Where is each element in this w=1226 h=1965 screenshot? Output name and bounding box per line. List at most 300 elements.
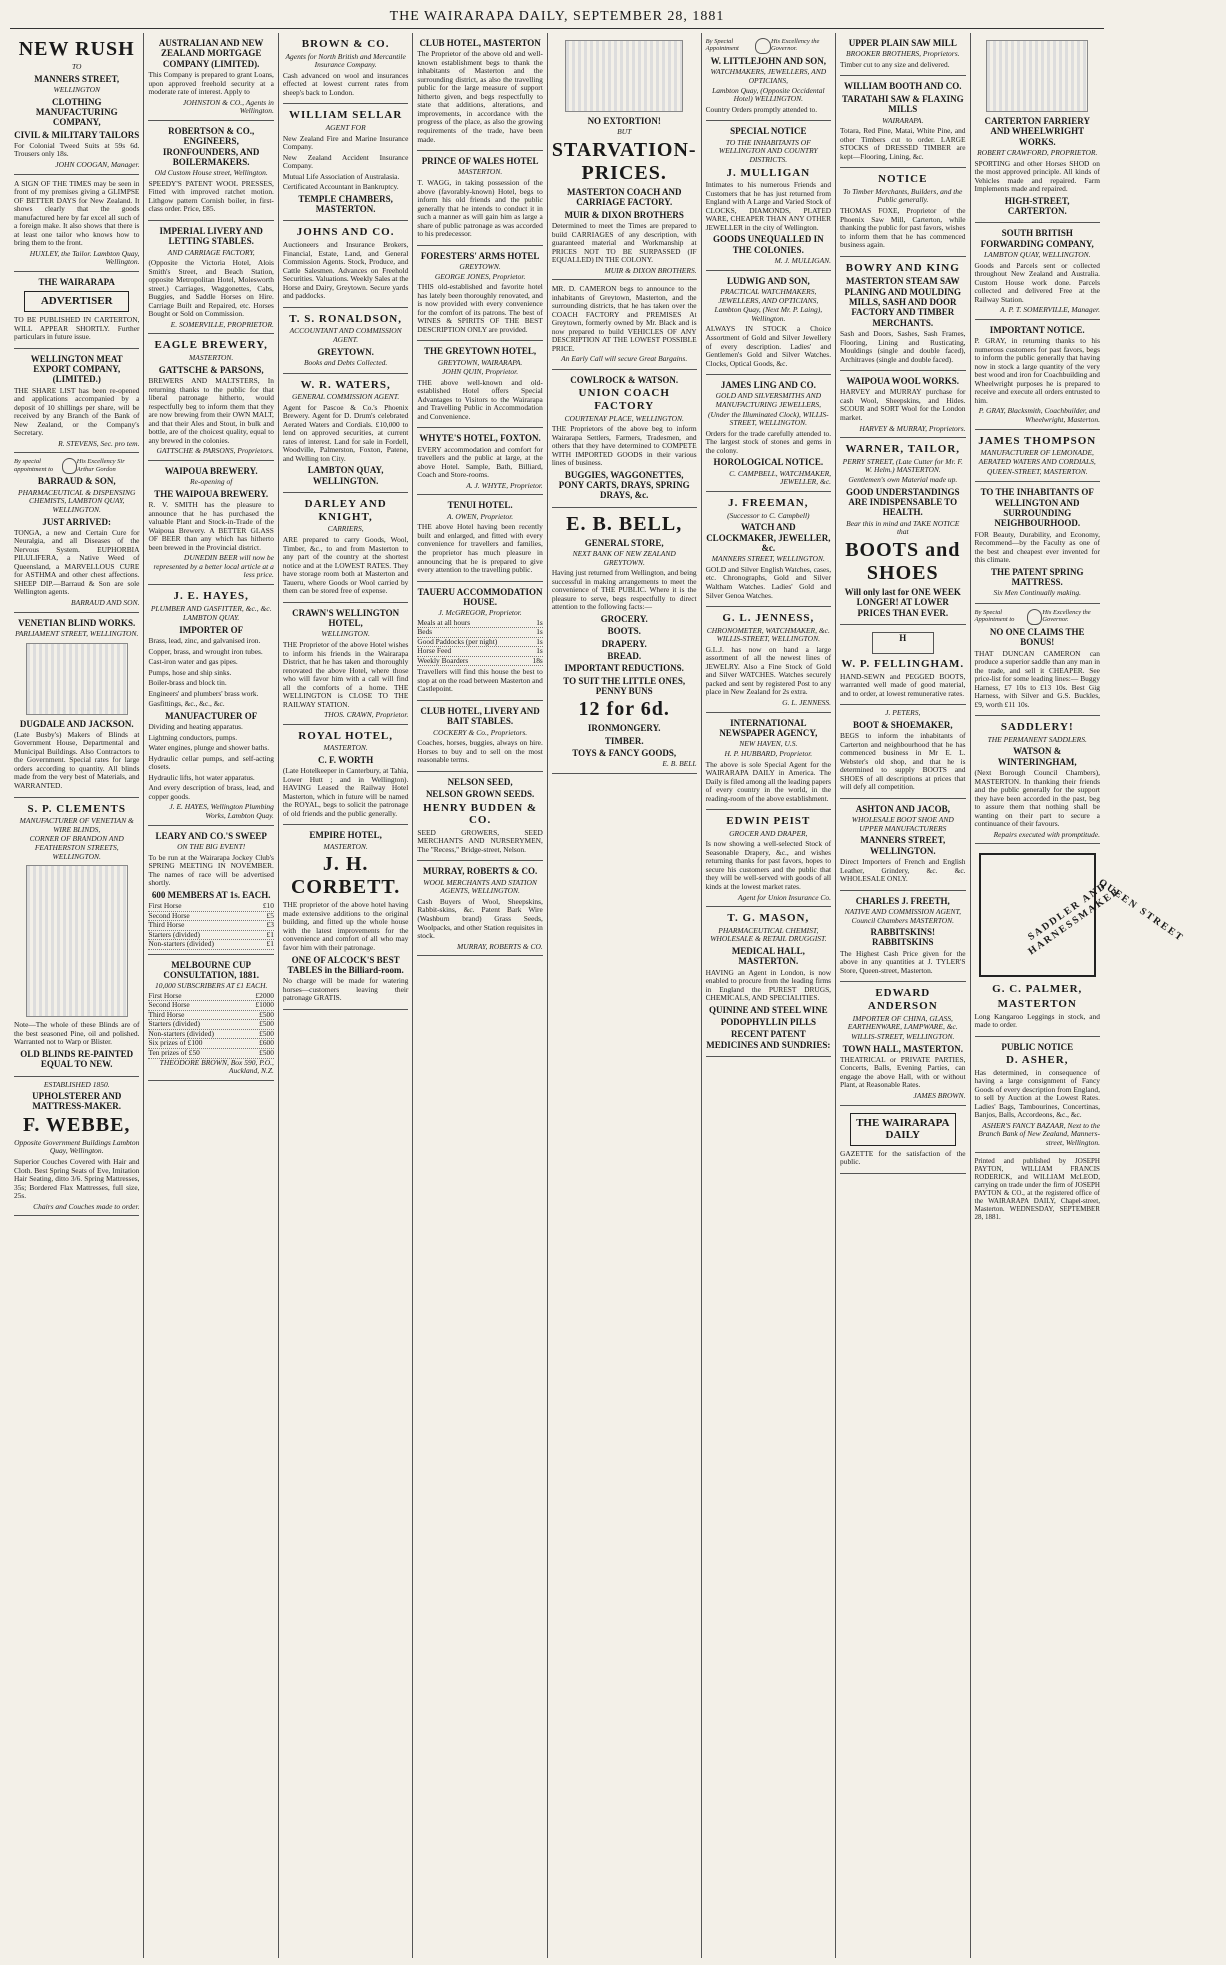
ad-sub: JUST ARRIVED:: [42, 516, 112, 527]
rate-row: Horse Feed 1s: [417, 646, 543, 656]
ad-clements: [14, 798, 139, 1077]
ad-body: Direct Importers of French and English Leather, Grindery, &c. &c. WHOLESALE ONLY.: [840, 857, 966, 884]
royal-arms: [706, 38, 831, 54]
ad-heading: DARLEY AND KNIGHT,: [304, 498, 387, 523]
ad-heading: COWLROCK & WATSON.: [570, 374, 679, 385]
column-2: [144, 33, 278, 1958]
ad-name: GEORGE JONES, Proprietor.: [434, 271, 526, 281]
ad-duncan-cameron: [975, 604, 1100, 716]
ad-signature: JOHNSTON & CO., Agents in Wellington.: [182, 97, 274, 116]
ad-prince-of-wales: [417, 151, 542, 246]
list-item: Pumps, hose and ship sinks.: [148, 667, 232, 677]
ad-street: MANNERS STREET,: [34, 73, 120, 84]
ad-body: TO BE PUBLISHED IN CARTERTON, WILL APPEAR SHORTLY. Further particulars in future issue.: [14, 314, 140, 342]
ad-body: Auctioneers and Insurance Brokers, Financial, Estate, Land, and General Commission Agents. Stock, Produce, and Cattle Salesmen. Advances on Freehold Securities. Valuations. Weekly Sales at the Horse and Dairy, Greytown. Secure yards and paddocks.: [282, 240, 409, 301]
ad-heading: JAMES THOMPSON: [978, 434, 1097, 447]
ad-wairarapa-daily: [840, 1106, 965, 1174]
ad-sub: GENERAL STORE,: [584, 537, 664, 548]
ad-south-british: [975, 223, 1100, 320]
ad-signature: THEODORE BROWN, Box 590, P.O., Auckland, N.Z.: [159, 1057, 274, 1076]
ad-line: ONE OF ALCOCK'S BEST TABLES in the Billiard-room.: [287, 954, 404, 975]
ad-sub: GENERAL COMMISSION AGENT.: [291, 392, 400, 402]
ad-name: C. F. WORTH: [318, 755, 374, 765]
ad-eagle-brewery: [148, 334, 273, 460]
ad-leary-sweep: [148, 826, 273, 955]
ad-sub: GOLD AND SILVERSMITHS AND MANUFACTURING JEWELLERS,: [715, 391, 822, 410]
ad-line: THE PATENT SPRING MATTRESS.: [990, 566, 1084, 587]
ad-imperial-livery: [148, 221, 273, 335]
ad-sub: NELSON GROWN SEEDS.: [425, 789, 535, 800]
ad-heading: WARNER, TAILOR,: [845, 443, 961, 456]
ad-murray-roberts: [417, 861, 542, 956]
column-5: [548, 33, 702, 1958]
masthead: [10, 6, 1104, 29]
ad-body: (Next Borough Council Chambers), MASTERTON. In thanking their friends and the public generally for the support they have been accorded in the past, beg to assure them that nothing shall be wanting on their part to secure a continuance of their favours.: [974, 768, 1100, 829]
ad-body: Coaches, horses, buggies, always on hire. Horses to buy and to sell on the most reasonable terms.: [417, 738, 543, 765]
prize-row: Non-starters (divided) £500: [148, 1028, 274, 1038]
column-6: [702, 33, 836, 1958]
prize-row: Third Horse £500: [148, 1009, 274, 1019]
ad-heading: TENUI HOTEL.: [447, 500, 513, 511]
ad-heading: BARRAUD & SON,: [37, 476, 116, 487]
ad-waipoua-wool: [840, 371, 965, 438]
ad-sub: THE PERMANENT SADDLERS.: [987, 734, 1087, 744]
ad-melbourne-cup: [148, 955, 273, 1081]
column-8: [971, 33, 1186, 1958]
appointment-right: His Excellency the Governor.: [770, 38, 820, 53]
ad-heading: J. E. HAYES,: [173, 590, 249, 603]
list-item: New Zealand Fire and Marine Insurance Company.: [282, 133, 409, 152]
ad-heading: W. LITTLEJOHN AND SON,: [710, 56, 827, 66]
ad-sub: GREYTOWN.: [459, 261, 501, 271]
ad-name: HENRY BUDDEN & CO.: [423, 801, 538, 827]
ad-heading: SADDLERY!: [1000, 721, 1074, 734]
ad-sub: GREYTOWN, WAIRARAPA.: [437, 357, 523, 367]
rate-row: Weekly Boarders 18s: [417, 655, 543, 665]
list-item: Boiler-brass and block tin.: [148, 678, 227, 688]
ad-body: Intimates to his numerous Friends and Customers that he has just returned from England with A Large and Varied Stock of CLOCKS, DIAMONDS, PLATED WARE, CHEAPER THAN ANY OTHER JEWELLER in the city of Wellington.: [705, 180, 832, 232]
ad-body: Is now showing a well-selected Stock of Seasonable Drapery, &c., and wishes returning thanks for past favors, hopes to secure his customers and the public that they will be well-served with goods of all kinds at the lowest market rates.: [705, 839, 832, 891]
royal-arms: [975, 609, 1100, 625]
ad-robertson: [148, 121, 273, 221]
ad-name: G. C. PALMER,: [992, 983, 1083, 996]
list-item: Hydraulic cellar pumps, and self-acting closets.: [148, 753, 274, 772]
ad-crawn-hotel: [283, 603, 408, 725]
ad-heading: SPECIAL NOTICE: [730, 126, 807, 137]
ad-heading: LEARY AND CO.'S SWEEP: [155, 830, 267, 841]
ad-heading: TAUERU ACCOMMODATION HOUSE.: [417, 586, 543, 607]
ad-palmer: [974, 844, 1186, 1036]
ad-place: Lambton Quay, (Next Mr. P. Laing), Wellington.: [714, 305, 823, 323]
ad-name: JOHN QUIN, Proprietor.: [442, 367, 519, 377]
ad-body: Agent for Pascoe & Co.'s Phoenix Brewery. Agent for D. Drum's celebrated Aerated Waters and Cordials. £10,000 to lend on approved securities, at current rates of interest. Land for sale in Fordell, Woodville, Palmerston, Foxton, Patene, and Welling ton City.: [282, 402, 409, 463]
ad-heading: EDWARD ANDERSON: [867, 987, 938, 1013]
list-item: Engineers' and plumbers' brass work.: [148, 688, 259, 698]
ad-body: THE above well-known and old-established Hotel offers Special Advantages to Visitors to the Wairarapa and Travelling Public in Accommodation and Convenience.: [417, 377, 543, 421]
ad-name: GATTSCHE & PARSONS,: [158, 364, 264, 375]
ad-heading: S. P. CLEMENTS: [27, 802, 126, 815]
crest-icon: [1027, 609, 1043, 625]
ad-signature: HUXLEY, the Tailor. Lambton Quay, Wellington.: [29, 248, 140, 267]
ad-body: Orders for the trade carefully attended to. The largest stock of stones and gems in the colony.: [705, 428, 832, 455]
prize-row: Second Horse £5: [148, 910, 274, 920]
ad-body: The above is sole Special Agent for the WAIRARAPA DAILY in America. The Daily is filed among all the leading papers of every country in the world, in the reading-room of the above establishment.: [705, 759, 832, 803]
ad-heading: T. S. RONALDSON,: [289, 312, 402, 325]
ad-place: WAIRARAPA.: [882, 115, 924, 125]
ad-signature: A. J. WHYTE, Proprietor.: [466, 480, 543, 490]
ad-asher: [975, 1037, 1100, 1153]
ad-heading: UPPER PLAIN SAW MILL: [848, 38, 957, 48]
list-item: New Zealand Accident Insurance Company.: [282, 152, 409, 171]
ad-line: BUGGIES, WAGGONETTES, PONY CARTS, DRAYS, SPRING DRAYS, &c.: [558, 469, 690, 501]
ad-waipoua-brewery: [148, 461, 273, 585]
section-heading: TO SUIT THE LITTLE ONES, PENNY BUNS: [563, 675, 686, 697]
ad-heading: CRAWN'S WELLINGTON HOTEL,: [292, 607, 400, 629]
ad-huxley: [14, 175, 139, 272]
ad-body: THE SHARE LIST has been re-opened and applications accompanied by a deposit of 10 shillings per share, will be received by any Branch of the Bank of New Zealand, or the Company's Secretary.: [14, 385, 140, 438]
ad-heading: CARTERTON FARRIERY AND WHEELWRIGHT WORKS.: [984, 116, 1090, 147]
ad-signature: J. E. HAYES, Wellington Plumbing Works, Lambton Quay.: [169, 802, 274, 821]
ad-signature: E. SOMERVILLE, PROPRIETOR.: [170, 319, 274, 329]
ad-heading: G. L. JENNESS,: [722, 612, 815, 625]
ad-sub: AND CARRIAGE FACTORY,: [167, 247, 255, 257]
ad-heading: NELSON SEED,: [447, 776, 513, 787]
column-4: [413, 33, 547, 1958]
ad-body: HAND-SEWN and PEGGED BOOTS, warranted well made of good material, and to order, at lowest remunerative rates.: [840, 671, 966, 698]
ad-heading: MURRAY, ROBERTS & CO.: [422, 866, 538, 877]
ad-sub: AGENT FOR: [325, 123, 366, 133]
ad-body: T. WAGG, in taking possession of the above (favorably-known) Hotel, begs to inform his old friends and the public generally that he intends to conduct it in such a manner as will gain him as large a share of public patronage as was accorded to his predecessor.: [417, 177, 543, 239]
ad-place: NEXT BANK OF NEW ZEALAND GREYTOWN.: [572, 549, 676, 567]
ad-name: F. WEBBE,: [23, 1113, 131, 1136]
ad-firm: DUGDALE AND JACKSON.: [19, 718, 134, 729]
section-heading: RECENT PATENT MEDICINES AND SUNDRIES:: [706, 1029, 831, 1050]
ad-heading: E. B. BELL,: [566, 512, 683, 535]
ad-body: THEATRICAL or PRIVATE PARTIES, Concerts, Balls, Evening Parties, can engage the above Hall, with or without Plant, at Reasonable Rates.: [840, 1054, 966, 1090]
ad-signature: DUNEDIN BEER will now be represented by a better local article at a less price.: [153, 553, 274, 580]
ad-sub: BUT: [617, 127, 632, 137]
ad-greytown-hotel: [417, 341, 542, 428]
section-heading: PODOPHYLLIN PILLS: [720, 1017, 816, 1028]
ad-heading: NOTICE: [878, 173, 928, 186]
ad-body: GOLD and Silver English Watches, cases, etc. Chronographs, Gold and Silver Waltham Watches. Ladies' Gold and Silver Genoa Watches.: [705, 564, 832, 600]
ad-signature: HARVEY & MURRAY, Proprietors.: [859, 423, 966, 433]
ad-name: MUIR & DIXON BROTHERS: [564, 209, 684, 220]
ad-body: BREWERS AND MALTSTERS, In returning thanks to the public for that liberal patronage hitherto, would respectfully beg to inform them that they are now brewing from their OWN MALT, and that their Ales and Stout, in bulk and bottle, are of the choicest quality, equal to any brewed in the colonies.: [148, 376, 274, 445]
ad-signature: JOHN COOGAN, Manager.: [55, 160, 140, 169]
column-7: [836, 33, 970, 1958]
ad-whytes-hotel: [417, 428, 542, 495]
ad-name: COCKERY & Co., Proprietors.: [432, 727, 528, 737]
ad-signature: GATTSCHE & PARSONS, Proprietors.: [156, 446, 274, 456]
ad-body: HAVING an Agent in London, is now enabled to procure from the leading firms in England the PUREST DRUGS, CHEMICALS, AND SPECIALITIES.: [705, 967, 832, 1003]
ad-line: 600 MEMBERS AT 1s. EACH.: [151, 889, 271, 900]
ad-heading: CLUB HOTEL, MASTERTON: [419, 38, 541, 48]
ad-sub: PRACTICAL WATCHMAKERS, JEWELLERS, AND OPTICIANS,: [718, 286, 819, 305]
ad-heading: JOHNS AND CO.: [296, 226, 395, 239]
ad-price: 12 for 6d.: [578, 698, 670, 721]
ad-signature: C. CAMPBELL, WATCHMAKER, JEWELLER, &c.: [729, 468, 832, 487]
ad-name: J. McGREGOR, Proprietor.: [438, 608, 522, 618]
ad-heading: WHYTE'S HOTEL, FOXTON.: [419, 433, 541, 444]
ad-heading: IMPORTANT NOTICE.: [989, 324, 1085, 335]
ad-warner-tailor: [840, 438, 965, 625]
ad-line: MASTERTON COACH AND CARRIAGE FACTORY.: [566, 186, 682, 208]
ad-place: LAMBTON QUAY, WELLINGTON.: [307, 465, 384, 486]
ad-ludwig: [706, 271, 831, 375]
ad-foresters-arms: [417, 246, 542, 342]
ad-saddlery: [975, 716, 1100, 844]
ad-body: BEGS to inform the inhabitants of Carterton and neighbourhood that he has commenced business in Mr E. L. Webster's old shop, and that he is determined to supply BOOTS and SHOES of all descriptions at prices that will defy all competition.: [840, 731, 966, 792]
ad-heading: NO EXTORTION!: [587, 116, 661, 126]
ad-taueru-house: [417, 582, 542, 701]
ad-body: For Colonial Tweed Suits at 59s 6d. Trousers only 18s.: [14, 140, 140, 159]
ad-name: J. PETERS,: [885, 708, 921, 718]
ad-place: MANNERS STREET, WELLINGTON.: [860, 835, 946, 856]
ad-name: A. OWEN, Proprietor.: [446, 511, 514, 521]
ad-name: WATSON & WINTERINGHAM,: [997, 746, 1077, 767]
ad-webbe: [14, 1077, 139, 1217]
ad-body: TONGA, a new and Certain Cure for Neuralgia, and all Diseases of the Nervous System. EUPHORBIA PILULIFERA, a Native Weed of Queensland, a MARVELLOUS CURE for ASTHMA and other chest affections. SHEEP DIP.—Barraud & Son are sole Wellington agents.: [14, 527, 140, 597]
ad-name: H. P. HUBBARD, Proprietor.: [724, 748, 813, 758]
ad-heading: VENETIAN BLIND WORKS.: [18, 617, 136, 628]
list-item: Lightning conductors, pumps.: [148, 732, 238, 742]
ad-signature: Six Men Continually making.: [993, 588, 1081, 598]
ad-bowry-king: [840, 257, 965, 371]
ad-line: RABBITSKINS! RABBITSKINS: [870, 927, 936, 948]
ad-body: To be run at the Wairarapa Jockey Club's SPRING MEETING IN NOVEMBER. The names of race will be advertised shortly.: [148, 852, 274, 888]
list-item: Water engines, plunge and shower baths.: [148, 743, 270, 753]
ad-heading: FORESTERS' ARMS HOTEL: [420, 250, 540, 261]
rate-row: Good Paddocks (per night) 1s: [417, 636, 543, 646]
ad-heading: MELBOURNE CUP CONSULTATION, 1881.: [163, 959, 259, 980]
ad-sub: Will only last for ONE WEEK LONGER! AT LOWER PRICES THAN EVER.: [844, 586, 961, 618]
ad-heading: PRINCE OF WALES HOTEL: [421, 156, 539, 167]
section-heading: IMPORTANT REDUCTIONS.: [564, 663, 684, 674]
ad-body: A SIGN OF THE TIMES may be seen in front of my premises giving a GLIMPSE OF BETTER DAYS for New Zealand. It shows clearly that the goods manufactured here by far excel all such of a foreign make. It also shows that there is at least one tailor who knows how to bring them to the front.: [14, 178, 140, 248]
carriage-illustration: [565, 40, 683, 112]
ad-edwin-peist: [706, 810, 831, 907]
ad-place: WILLIS-STREET, WELLINGTON.: [851, 1031, 955, 1041]
ad-ashton-jacob: [840, 799, 965, 891]
ad-signature: An Early Call will secure Great Bargains.: [561, 354, 688, 364]
royal-arms: [14, 458, 139, 474]
ad-body: THE above Hotel having been recently built and enlarged, and fitted with every convenience for travellers and families, the proprietor has much pleasure in announcing that he is prepared to give every attention to the travelling public.: [417, 522, 543, 575]
ad-signature: R. STEVENS, Sec. pro tem.: [58, 438, 140, 448]
ad-club-livery: [417, 701, 542, 772]
column-3: [279, 33, 413, 1958]
ad-sub: WOOL MERCHANTS AND STATION AGENTS, WELLINGTON.: [423, 877, 537, 896]
ad-sub: MASTERTON.: [323, 841, 368, 851]
ad-name: J. H. CORBETT.: [290, 853, 401, 899]
ad-body: The Proprietor of the above old and well-known establishment begs to thank the inhabitants of Masterton and the surrounding district, as also the travelling public for the large measure of support hitherto given, and begs respectfully to state that additions, alterations, and improvements, in accordance with the progress of the place, as also the growing requirements of the trade, have been made.: [417, 49, 543, 144]
ad-heading: THE WAIRARAPA: [38, 277, 115, 287]
ad-line: CIVIL & MILITARY TAILORS: [14, 129, 140, 140]
ad-body: (Opposite the Victoria Hotel, Alois Smith's Street, and Beach Station, opposite Metropolitan Hotel, Molesworth street.) Carriages, Waggonettes, Cabs, Buggies, and Saddle Horses on Hire. Carriage Built and Repaired, etc. Horses Bought or Sold on Commission.: [148, 258, 274, 319]
ad-body: Long Kangaroo Leggings in stock, and made to order.: [974, 1011, 1100, 1030]
ad-sub: To Timber Merchants, Builders, and the Public generally.: [843, 186, 963, 205]
ad-sub: TARATAHI SAW & FLAXING MILLS: [841, 93, 964, 115]
ad-body: THE proprietor of the above hotel having made extensive additions to the original building, and fitted up the whole house with the latest improvements for the convenience and comfort of all who may favor him with their patronage.: [282, 900, 409, 952]
ad-sub: Re-opening of: [190, 477, 233, 487]
prize-row: Starters (divided) £500: [148, 1019, 274, 1029]
ad-mortgage-company: [148, 33, 273, 121]
ad-new-rush: [14, 33, 139, 175]
ad-body: Books and Debts Collected.: [303, 357, 388, 367]
ad-sub: NATIVE AND COMMISSION AGENT, Council Chambers MASTERTON.: [844, 906, 961, 925]
ad-body: ARE prepared to carry Goods, Wool, Timber, &c., to and from Masterton to any part of the country at the shortest notice and at the LOWEST RATES. They have storage room both at Masterton and Taueru, where Goods or Wool carried by them can be stored free of expense.: [282, 535, 409, 596]
ad-sub: WELLINGTON.: [321, 629, 370, 639]
ad-mulligan: [706, 121, 831, 270]
trade-mark-icon: H: [872, 632, 934, 654]
ad-heading: NO ONE CLAIMS THE BONUS!: [989, 626, 1085, 648]
ad-heading: EAGLE BREWERY,: [154, 339, 268, 352]
ad-signature: MUIR & DIXON BROTHERS.: [604, 265, 697, 275]
ad-tenui-hotel: [417, 495, 542, 581]
list-item: Mutual Life Association of Australasia.: [282, 171, 400, 181]
ad-notice-timber: [840, 168, 965, 256]
ad-heading: WAIPOUA BREWERY.: [164, 465, 258, 476]
prize-row: Third Horse £3: [148, 920, 274, 930]
ad-body: (Late Busby's) Makers of Blinds at Government House, Departmental and Municipal Buildings. Also Contractors to the Government. Special rates for large orders according to quantity. All blinds made from the very best of Materials, and WARRANTED.: [14, 729, 140, 790]
ad-place: LAMBTON QUAY.: [183, 613, 240, 623]
ad-name: UNION COACH FACTORY: [578, 387, 670, 412]
ad-cameron-coach: [552, 280, 697, 370]
ad-james-ling: [706, 375, 831, 492]
ad-line: GOODS UNEQUALLED IN THE COLONIES.: [713, 234, 824, 255]
crest-icon: [755, 38, 771, 54]
appointment-left: By Special Appointment: [705, 38, 739, 53]
ad-footer: OLD BLINDS RE-PAINTED EQUAL TO NEW.: [20, 1048, 134, 1070]
ad-sub: MASTERTON.: [189, 353, 234, 363]
ad-place: LAMBTON QUAY, WELLINGTON.: [983, 250, 1091, 260]
ad-sub: WHOLESALE BOOT SHOE AND UPPER MANUFACTURERS: [851, 815, 954, 833]
ad-line: WATCH AND CLOCKMAKER, JEWELLER, &c.: [706, 522, 831, 553]
ad-body: Cash Buyers of Wool, Sheepskins, Rabbit-skins, &c. Patent Bark Wire (Washburn brand) Grass Seeds, Woolpacks, and other Station requisites in stock.: [417, 896, 543, 941]
ad-signature: THOS. CRAWN, Proprietor.: [324, 710, 409, 720]
list-item: Gasfittings, &c., &c., &c.: [148, 699, 225, 709]
ad-heading: WAIPOUA WOOL WORKS.: [846, 376, 959, 387]
ad-heading: BOOT & SHOEMAKER,: [852, 719, 953, 730]
ad-signature: Repairs executed with promptitude.: [993, 829, 1100, 839]
list-item: Certificated Accountant in Bankruptcy.: [282, 182, 399, 192]
horse-illustration: [986, 40, 1088, 112]
ad-heading: ROYAL HOTEL,: [298, 729, 393, 742]
prize-row: Ten prizes of £50 £500: [148, 1048, 274, 1057]
ad-heading: EMPIRE HOTEL,: [309, 830, 382, 841]
ad-body: ALWAYS IN STOCK a Choice Assortment of Gold and Silver Jewellery of every description. Ladies' and Gentlemen's Gold and Silver Watches. Clocks, Optical Goods, &c.: [705, 324, 832, 368]
ad-sub: TO THE INHABITANTS OF WELLINGTON AND COUNTRY DISTRICTS.: [718, 137, 818, 164]
prize-row: First Horse £10: [148, 901, 274, 911]
ad-sub: CARRIERS,: [327, 524, 364, 534]
ad-signature: MURRAY, ROBERTS & CO.: [457, 941, 543, 951]
prize-row: First Horse £2000: [148, 990, 274, 1000]
list-item: Cast-iron water and gas pipes.: [148, 657, 238, 667]
ad-heading: BOWRY AND KING: [845, 261, 960, 274]
ad-newspaper-agency: [706, 713, 831, 811]
ad-sub: MANUFACTURER OF LEMONADE, AERATED WATERS AND CORDIALS,: [978, 448, 1096, 466]
ad-bell-store: [552, 508, 697, 774]
ad-place: Lambton Quay, (Opposite Occidental Hotel) WELLINGTON.: [712, 85, 825, 104]
prize-row: Six prizes of £100 £600: [148, 1038, 274, 1048]
blinds-illustration: [26, 643, 128, 715]
ad-sub: Opposite Government Buildings Lambton Quay, Wellington.: [14, 1137, 140, 1156]
ad-sub: TO: [72, 62, 82, 71]
rate-row: Meals at all hours 1s: [417, 617, 543, 627]
ad-james-thompson: [975, 430, 1100, 483]
ad-jenness: [706, 607, 831, 713]
ad-line: MANUFACTURER OF: [165, 710, 258, 721]
ad-important-notice: [975, 320, 1100, 430]
ad-sub: PARLIAMENT STREET, WELLINGTON.: [15, 628, 139, 638]
ad-place: GREYTOWN.: [317, 346, 374, 357]
ad-signature: A. P. T. SOMERVILLE, Manager.: [1000, 305, 1100, 315]
list-item: Dividing and heating apparatus.: [148, 722, 243, 732]
ad-sub: Agents for North British and Mercantile Insurance Company.: [285, 51, 406, 70]
ad-sub: ACCOUNTANT AND COMMISSION AGENT.: [289, 326, 402, 344]
ad-body: GAZETTE for the satisfaction of the public.: [840, 1148, 966, 1167]
masthead-title: THE WAIRARAPA DAILY, SEPTEMBER 28, 1881: [389, 9, 725, 24]
diagonal-text-2: QUEEN STREET: [1096, 877, 1186, 945]
appointment-right: His Excellency the Governor.: [1042, 608, 1091, 624]
diagonal-text-1: SADDLER AND HARNESSMAKER: [1025, 880, 1122, 958]
ad-barraud: [14, 453, 139, 612]
imprint: Printed and published by JOSEPH PAYTON, WILLIAM FRANCIS RODERICK, and WILLIAM McLEOD, carrying on trade under the firm of JOSEPH PAYTON & CO., at the registered office of the WAIRARAPA DAILY, Chapel-street, Masterton. WEDNESDAY, SEPTEMBER 28, 1881.: [974, 1156, 1100, 1221]
ad-sellar: [283, 104, 408, 221]
ad-signature: E. B. BELL: [662, 759, 697, 769]
ad-place: MASTERTON: [997, 998, 1077, 1011]
ad-sub: PLUMBER AND GASFITTER, &c., &c.: [150, 603, 272, 613]
ad-line: PHARMACEUTICAL & DISPENSING CHEMISTS, LAMBTON QUAY, WELLINGTON.: [18, 487, 136, 514]
ad-sub: NEW HAVEN, U.S.: [739, 739, 798, 749]
ad-line: HOROLOGICAL NOTICE.: [713, 457, 824, 468]
section-heading: BOOTS.: [607, 626, 641, 637]
ad-sub: MASTERTON.: [323, 743, 368, 753]
ad-line: 10,000 SUBSCRIBERS AT £1 EACH.: [155, 981, 268, 991]
ad-freeman: [706, 492, 831, 607]
ad-heading: ROBERTSON & CO., ENGINEERS, IRONFOUNDERS, AND BOILERMAKERS.: [162, 125, 260, 167]
ad-body: The Highest Cash Price given for the above in any quantities at J. TYLER'S Store, Queen-street, Masterton.: [840, 948, 966, 975]
ad-body: THE Proprietors of the above beg to inform Wairarapa Settlers, Farmers, Tradesmen, and others that they have determined to COMPETE WITH IMPORTED GOODS in their various lines of business.: [551, 424, 697, 468]
ad-place: CORNER OF BRANDON AND FEATHERSTON STREETS, WELLINGTON.: [29, 834, 124, 861]
ad-sub: PHARMACEUTICAL CHEMIST, WHOLESALE & RETAIL DRUGGIST.: [710, 925, 827, 944]
ad-sub: IMPORTER OF CHINA, GLASS, EARTHENWARE, LAMPWARE, &c.: [847, 1013, 958, 1032]
ad-heading: INTERNATIONAL NEWSPAPER AGENCY,: [719, 717, 818, 738]
ad-heading: CLUB HOTEL, LIVERY AND BAIT STABLES.: [420, 705, 540, 727]
ad-line: GOOD UNDERSTANDINGS ARE INDISPENSABLE TO HEALTH.: [845, 486, 960, 518]
ad-heading: SOUTH BRITISH FORWARDING COMPANY,: [980, 228, 1094, 249]
ad-place: MEDICAL HALL, MASTERTON.: [731, 946, 805, 967]
ad-heading: EDWIN PEIST: [726, 815, 811, 828]
ad-johns: [283, 221, 408, 307]
ad-heading: UPHOLSTERER AND MATTRESS-MAKER.: [32, 1091, 122, 1112]
ad-sub: PERRY STREET, (Late Cutter for Mr. F. W. Helm.) MASTERTON.: [842, 456, 963, 475]
ad-body: THE Proprietor of the above Hotel wishes to inform his friends in the Wairarapa District, that he has taken and thoroughly renovated the above Hotel, where those who will favor him with a call will find all the comforts of a home. THE WELLINGTON is CLOSE TO THE RAILWAY STATION.: [282, 639, 409, 709]
section-heading: TIMBER.: [604, 735, 644, 746]
ad-name: BROOKER BROTHERS, Proprietors.: [846, 49, 960, 59]
ad-name: J. MULLIGAN: [726, 166, 811, 179]
ad-line: IMPORTER OF: [179, 624, 244, 635]
ad-body: Gentlemen's own Material made up.: [848, 475, 958, 485]
ad-heading: PUBLIC NOTICE: [1001, 1041, 1074, 1052]
ad-meat-export: [14, 349, 139, 454]
ad-sub: COURTENAY PLACE, WELLINGTON.: [564, 413, 684, 423]
ad-body: Totara, Red Pine, Matai, White Pine, and other Timbers cut to order. LARGE STOCKS of DRESSED TIMBER are kept—Flooring, Lining, &c.: [840, 126, 966, 161]
ad-spring-mattress: [975, 482, 1100, 604]
ad-body: SPORTING and other Horses SHOD on the most approved principle. All kinds of Vehicles made and repaired. Farm Implements made and repaired.: [974, 158, 1100, 194]
ad-body: G.L.J. has now on hand a large assortment of all the newest lines of JEWELRY. Also a Fine Stock of Gold and Silver WATCHES. Watches securely packed and sent by registered Post to any place in New Zealand for 2s extra.: [705, 644, 832, 697]
ad-signature: G. L. JENNESS.: [782, 698, 832, 707]
